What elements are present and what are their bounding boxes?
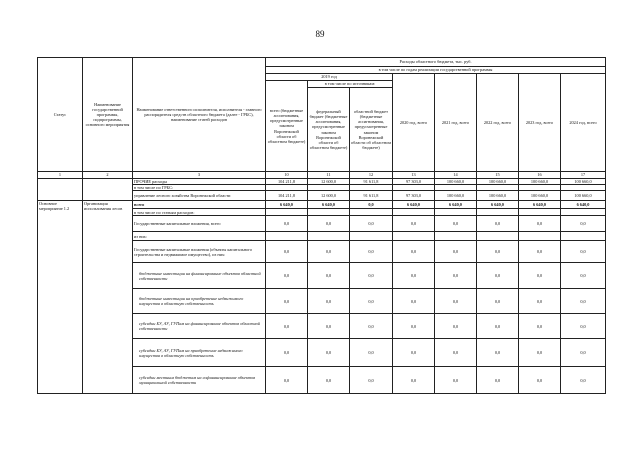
value-cell: 0,0 — [350, 367, 393, 394]
value-cell: 0,0 — [266, 241, 308, 263]
value-cell: 0,0 — [393, 289, 435, 314]
header-2022: 2022 год, всего — [477, 74, 519, 172]
value-cell: 0,0 — [561, 367, 606, 394]
value-cell — [393, 209, 435, 216]
value-cell: 0,0 — [477, 314, 519, 339]
value-cell: 0,0 — [266, 367, 308, 394]
value-cell — [393, 232, 435, 241]
status-cell-empty — [38, 179, 83, 201]
value-cell: 6 640,0 — [308, 201, 350, 209]
column-number: 1 — [38, 172, 83, 179]
value-cell: 0,0 — [308, 216, 350, 232]
value-cell: 0,0 — [519, 241, 561, 263]
row-label: субсидии местным бюджетам на софинансирование объектов муниципальной собственности — [133, 367, 266, 394]
value-cell: 0,0 — [435, 241, 477, 263]
value-cell: 0,0 — [477, 216, 519, 232]
value-cell: 6 640,0 — [561, 201, 606, 209]
value-cell: 0,0 — [350, 263, 393, 289]
row-label: из них: — [133, 232, 266, 241]
value-cell: 0,0 — [350, 339, 393, 367]
value-cell: 0,0 — [393, 216, 435, 232]
row-label: субсидии БУ, АУ, ГУПам на приобретение недвижимого имущества в областную собственность — [133, 339, 266, 367]
activity-status: Основное мероприятие 1.2 — [38, 201, 83, 394]
value-cell — [519, 232, 561, 241]
value-cell: 0,0 — [519, 216, 561, 232]
value-cell: 0,0 — [435, 289, 477, 314]
column-number: 3 — [133, 172, 266, 179]
value-cell: 100 660,0 — [561, 179, 606, 185]
header-sources: в том числе по источникам: — [308, 81, 393, 88]
value-cell: 91 611,8 — [350, 179, 393, 185]
value-cell: 0,0 — [561, 289, 606, 314]
value-cell: 97 303,0 — [393, 191, 435, 201]
value-cell: 0,0 — [308, 314, 350, 339]
value-cell: 97 303,0 — [393, 179, 435, 185]
value-cell: 100 660,0 — [435, 179, 477, 185]
value-cell — [266, 209, 308, 216]
row-label: всего — [133, 201, 266, 209]
header-executor: Наименование ответственного исполнителя, исполнителя - главного распорядителя средств областного бюджета (далее - ГРБС), наименование статей расходов — [133, 58, 266, 172]
value-cell — [561, 209, 606, 216]
row-label: в том числе по статьям расходов: — [133, 209, 266, 216]
value-cell: 0,0 — [519, 314, 561, 339]
value-cell: 0,0 — [477, 339, 519, 367]
value-cell: 0,0 — [561, 241, 606, 263]
column-number: 13 — [393, 172, 435, 179]
value-cell — [477, 209, 519, 216]
column-number: 10 — [266, 172, 308, 179]
value-cell — [519, 209, 561, 216]
value-cell: 100 660,0 — [519, 179, 561, 185]
header-2023: 2023 год, всего — [519, 74, 561, 172]
row-label: бюджетные инвестиции на финансирование объектов областной собственности — [133, 263, 266, 289]
value-cell: 6 640,0 — [477, 201, 519, 209]
row-label: управление лесного хозяйства Воронежской области — [133, 191, 266, 201]
value-cell — [266, 232, 308, 241]
column-number: 16 — [519, 172, 561, 179]
value-cell: 0,0 — [435, 367, 477, 394]
value-cell: 0,0 — [308, 339, 350, 367]
column-number: 14 — [435, 172, 477, 179]
column-number: 12 — [350, 172, 393, 179]
value-cell: 0,0 — [519, 367, 561, 394]
value-cell: 0,0 — [561, 314, 606, 339]
value-cell: 0,0 — [435, 314, 477, 339]
value-cell: 0,0 — [393, 339, 435, 367]
value-cell: 0,0 — [350, 289, 393, 314]
value-cell — [350, 209, 393, 216]
value-cell: 0,0 — [519, 339, 561, 367]
column-number-row — [38, 172, 606, 179]
value-cell: 104 211,8 — [266, 179, 308, 185]
value-cell: 6 640,0 — [266, 201, 308, 209]
value-cell: 0,0 — [266, 339, 308, 367]
value-cell — [561, 232, 606, 241]
header-status: Статус — [38, 58, 83, 172]
value-cell: 100 660,0 — [477, 191, 519, 201]
value-cell: 0,0 — [266, 263, 308, 289]
column-number: 11 — [308, 172, 350, 179]
activity-name: Организация использования лесов — [83, 201, 133, 394]
value-cell: 0,0 — [477, 289, 519, 314]
value-cell: 0,0 — [519, 263, 561, 289]
header-2024: 2024 год, всего — [561, 74, 606, 172]
header-federal: федеральный бюджет (бюджетные ассигнования, предусмотренные законом Воронежской области об областном бюджете) — [308, 88, 350, 172]
value-cell: 0,0 — [266, 314, 308, 339]
value-cell: 100 660,0 — [477, 179, 519, 185]
value-cell — [477, 232, 519, 241]
value-cell: 0,0 — [266, 289, 308, 314]
value-cell: 0,0 — [393, 367, 435, 394]
row-label: субсидии БУ, АУ, ГУПам на финансирование объектов областной собственности — [133, 314, 266, 339]
value-cell: 6 640,0 — [393, 201, 435, 209]
value-cell: 0,0 — [393, 241, 435, 263]
header-2021: 2021 год, всего — [435, 74, 477, 172]
value-cell — [308, 232, 350, 241]
row-label: Государственные капитальные вложения (объекты капитального строительства и недвижимое имущество), из них: — [133, 241, 266, 263]
value-cell: 0,0 — [435, 263, 477, 289]
column-number: 17 — [561, 172, 606, 179]
column-number: 2 — [83, 172, 133, 179]
header-2020: 2020 год, всего — [393, 74, 435, 172]
value-cell: 0,0 — [477, 367, 519, 394]
header-year-2019: 2019 год — [266, 74, 393, 81]
value-cell: 0,0 — [519, 289, 561, 314]
program-cell-empty — [83, 179, 133, 201]
row-label: ПРОЧИЕ расходы — [133, 179, 266, 185]
page-number: 89 — [315, 29, 325, 39]
value-cell: 0,0 — [561, 339, 606, 367]
value-cell: 0,0 — [435, 339, 477, 367]
value-cell: 6 640,0 — [519, 201, 561, 209]
row-label: Государственные капитальные вложения, всего — [133, 216, 266, 232]
value-cell: 91 611,8 — [350, 191, 393, 201]
column-number: 15 — [477, 172, 519, 179]
row-label: в том числе по ГРБС: — [133, 185, 266, 191]
value-cell: 0,0 — [393, 314, 435, 339]
row-label: бюджетные инвестиции на приобретение недвижимого имущества в областную собственность — [133, 289, 266, 314]
value-cell: 0,0 — [266, 216, 308, 232]
header-total-2019: всего (бюджетные ассигнования, предусмотренные законом Воронежской области об областном бюджете) — [266, 81, 308, 172]
value-cell: 0,0 — [393, 263, 435, 289]
value-cell: 0,0 — [561, 263, 606, 289]
budget-table — [37, 57, 606, 394]
value-cell: 0,0 — [350, 201, 393, 209]
value-cell — [435, 209, 477, 216]
value-cell: 100 660,0 — [561, 191, 606, 201]
header-expenses-title: Расходы областного бюджета, тыс. руб. — [266, 58, 606, 67]
value-cell: 0,0 — [561, 216, 606, 232]
value-cell: 100 660,0 — [435, 191, 477, 201]
value-cell: 0,0 — [308, 263, 350, 289]
value-cell: 104 211,8 — [266, 191, 308, 201]
value-cell: 12 600,0 — [308, 179, 350, 185]
value-cell: 0,0 — [435, 216, 477, 232]
value-cell: 0,0 — [308, 241, 350, 263]
value-cell: 12 600,0 — [308, 191, 350, 201]
value-cell: 0,0 — [350, 314, 393, 339]
value-cell — [350, 232, 393, 241]
value-cell — [435, 232, 477, 241]
header-by-years: в том числе по годам реализации государственной программы — [266, 67, 606, 74]
table-row — [38, 201, 606, 209]
value-cell: 6 640,0 — [435, 201, 477, 209]
value-cell: 0,0 — [350, 216, 393, 232]
value-cell: 0,0 — [350, 241, 393, 263]
value-cell: 100 660,0 — [519, 191, 561, 201]
value-cell: 0,0 — [477, 263, 519, 289]
value-cell: 0,0 — [308, 289, 350, 314]
value-cell — [308, 209, 350, 216]
header-program: Наименование государственной программы, подпрограммы, основного мероприятия — [83, 58, 133, 172]
header-regional: областной бюджет (бюджетные ассигнования, предусмотренные законом Воронежской области об областном бюджете) — [350, 88, 393, 172]
value-cell: 0,0 — [308, 367, 350, 394]
value-cell: 0,0 — [477, 241, 519, 263]
